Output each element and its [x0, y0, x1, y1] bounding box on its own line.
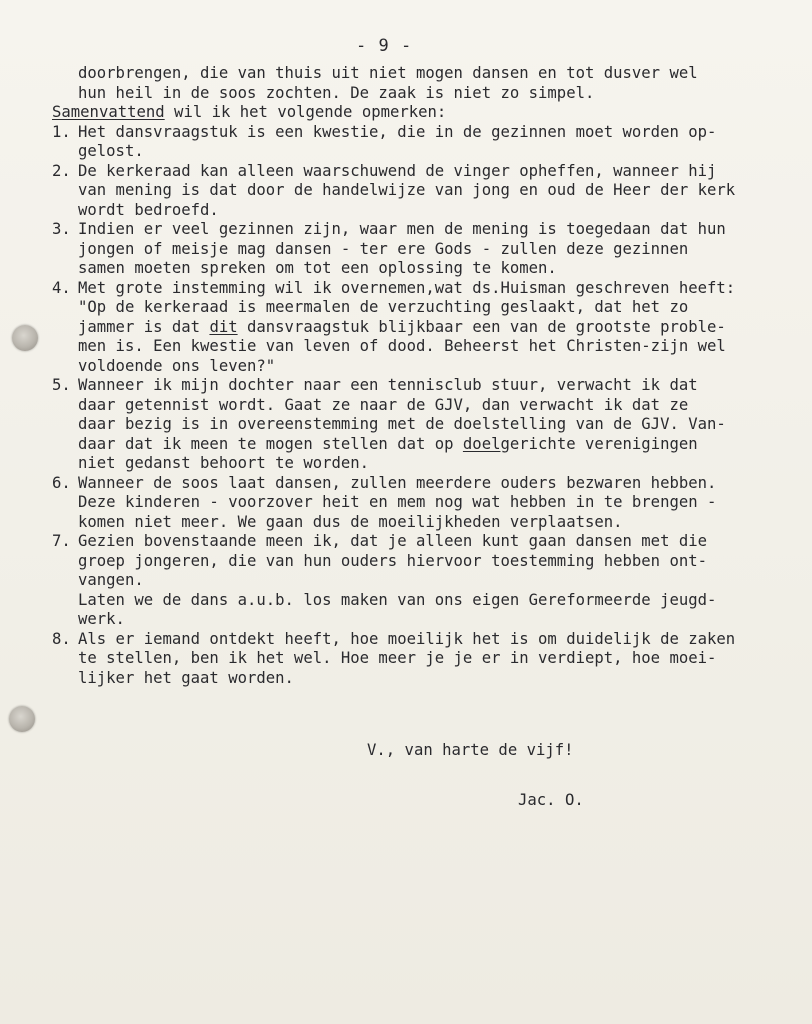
item-line	[52, 435, 782, 455]
punch-hole-top	[12, 325, 38, 351]
item-line: te stellen, ben ik het wel. Hoe meer je je er in verdiept, hoe moei-	[78, 649, 717, 667]
signature: Jac. O.	[518, 791, 584, 809]
list-item	[52, 532, 782, 552]
quote-text: dansvraagstuk blijkbaar een van de grootste proble-	[237, 317, 726, 336]
item-line: Indien er veel gezinnen zijn, waar men de mening is toegedaan dat hun	[78, 220, 726, 238]
quote-line	[52, 318, 782, 338]
list-item	[52, 474, 782, 494]
item-text: daar dat ik meen te mogen stellen dat op	[78, 434, 463, 453]
body-text	[52, 64, 782, 688]
summary-heading-underlined: Samenvattend	[52, 103, 165, 121]
quote-line: men is. Een kwestie van leven of dood. Beheerst het Christen-zijn wel	[78, 337, 726, 355]
item-line: groep jongeren, die van hun ouders hiervoor toestemming hebben ont-	[78, 551, 708, 570]
intro-line: doorbrengen, die van thuis uit niet mogen dansen en tot dusver wel	[78, 64, 698, 82]
item-line: werk.	[78, 610, 125, 628]
list-item	[52, 123, 782, 143]
item-line: Deze kinderen - voorzover heit en mem nog wat hebben in te brengen -	[78, 493, 717, 511]
page-number: - 9 -	[356, 36, 413, 56]
item-number: 1.	[52, 122, 71, 141]
item-line: van mening is dat door de handelwijze van jong en oud de Heer der kerk	[78, 181, 736, 199]
list-item	[52, 162, 782, 182]
item-line: vangen.	[78, 571, 144, 589]
item-line: Gezien bovenstaande meen ik, dat je alleen kunt gaan dansen met die	[78, 532, 708, 550]
item-text: gerichte verenigingen	[500, 434, 698, 453]
summary-heading	[52, 103, 782, 123]
item-line: daar getennist wordt. Gaat ze naar de GJV, dan verwacht ik dat ze	[78, 395, 689, 414]
item-number: 6.	[52, 473, 71, 492]
item-line: Wanneer de soos laat dansen, zullen meerdere ouders bezwaren hebben.	[78, 473, 717, 492]
item-line: niet gedanst behoort te worden.	[78, 454, 370, 472]
quote-line: voldoende ons leven?"	[78, 356, 276, 375]
summary-heading-rest: wil ik het volgende opmerken:	[164, 103, 447, 121]
item-line: wordt bedroefd.	[78, 200, 219, 219]
item-number: 5.	[52, 376, 71, 394]
item-number: 2.	[52, 161, 71, 180]
quote-line: "Op de kerkeraad is meermalen de verzuchting geslaakt, dat het zo	[78, 298, 689, 316]
item-line: gelost.	[78, 142, 144, 160]
item-line: samen moeten spreken om tot een oplossing te komen.	[78, 259, 557, 277]
punch-hole-bottom	[9, 706, 35, 732]
item-line: daar bezig is in overeenstemming met de doelstelling van de GJV. Van-	[78, 415, 726, 433]
item-line: lijker het gaat worden.	[78, 668, 294, 687]
quote-text: jammer is dat	[78, 317, 210, 336]
item-line: De kerkeraad kan alleen waarschuwend de vinger opheffen, wanneer hij	[78, 161, 717, 180]
item-line: Laten we de dans a.u.b. los maken van ons eigen Gereformeerde jeugd-	[78, 590, 717, 609]
item-line: Het dansvraagstuk is een kwestie, die in de gezinnen moet worden op-	[78, 122, 717, 141]
item-number: 7.	[52, 532, 71, 550]
item-line: Met grote instemming wil ik overnemen,wat ds.Huisman geschreven heeft:	[78, 278, 736, 297]
list-item	[52, 630, 782, 650]
list-item	[52, 220, 782, 240]
item-line: komen niet meer. We gaan dus de moeilijkheden verplaatsen.	[78, 512, 623, 531]
closing-line: V., van harte de vijf!	[367, 741, 574, 759]
item-underlined-word: doel	[462, 434, 501, 453]
quote-underlined-word: dit	[209, 317, 238, 336]
item-number: 8.	[52, 629, 71, 648]
item-number: 3.	[52, 220, 71, 238]
item-line: jongen of meisje mag dansen - ter ere Gods - zullen deze gezinnen	[78, 239, 689, 258]
item-number: 4.	[52, 278, 71, 297]
item-line: Wanneer ik mijn dochter naar een tennisclub stuur, verwacht ik dat	[78, 376, 698, 394]
intro-line: hun heil in de soos zochten. De zaak is niet zo simpel.	[78, 83, 595, 102]
list-item	[52, 376, 782, 396]
item-line: Als er iemand ontdekt heeft, hoe moeilijk het is om duidelijk de zaken	[78, 629, 736, 648]
list-item	[52, 279, 782, 299]
